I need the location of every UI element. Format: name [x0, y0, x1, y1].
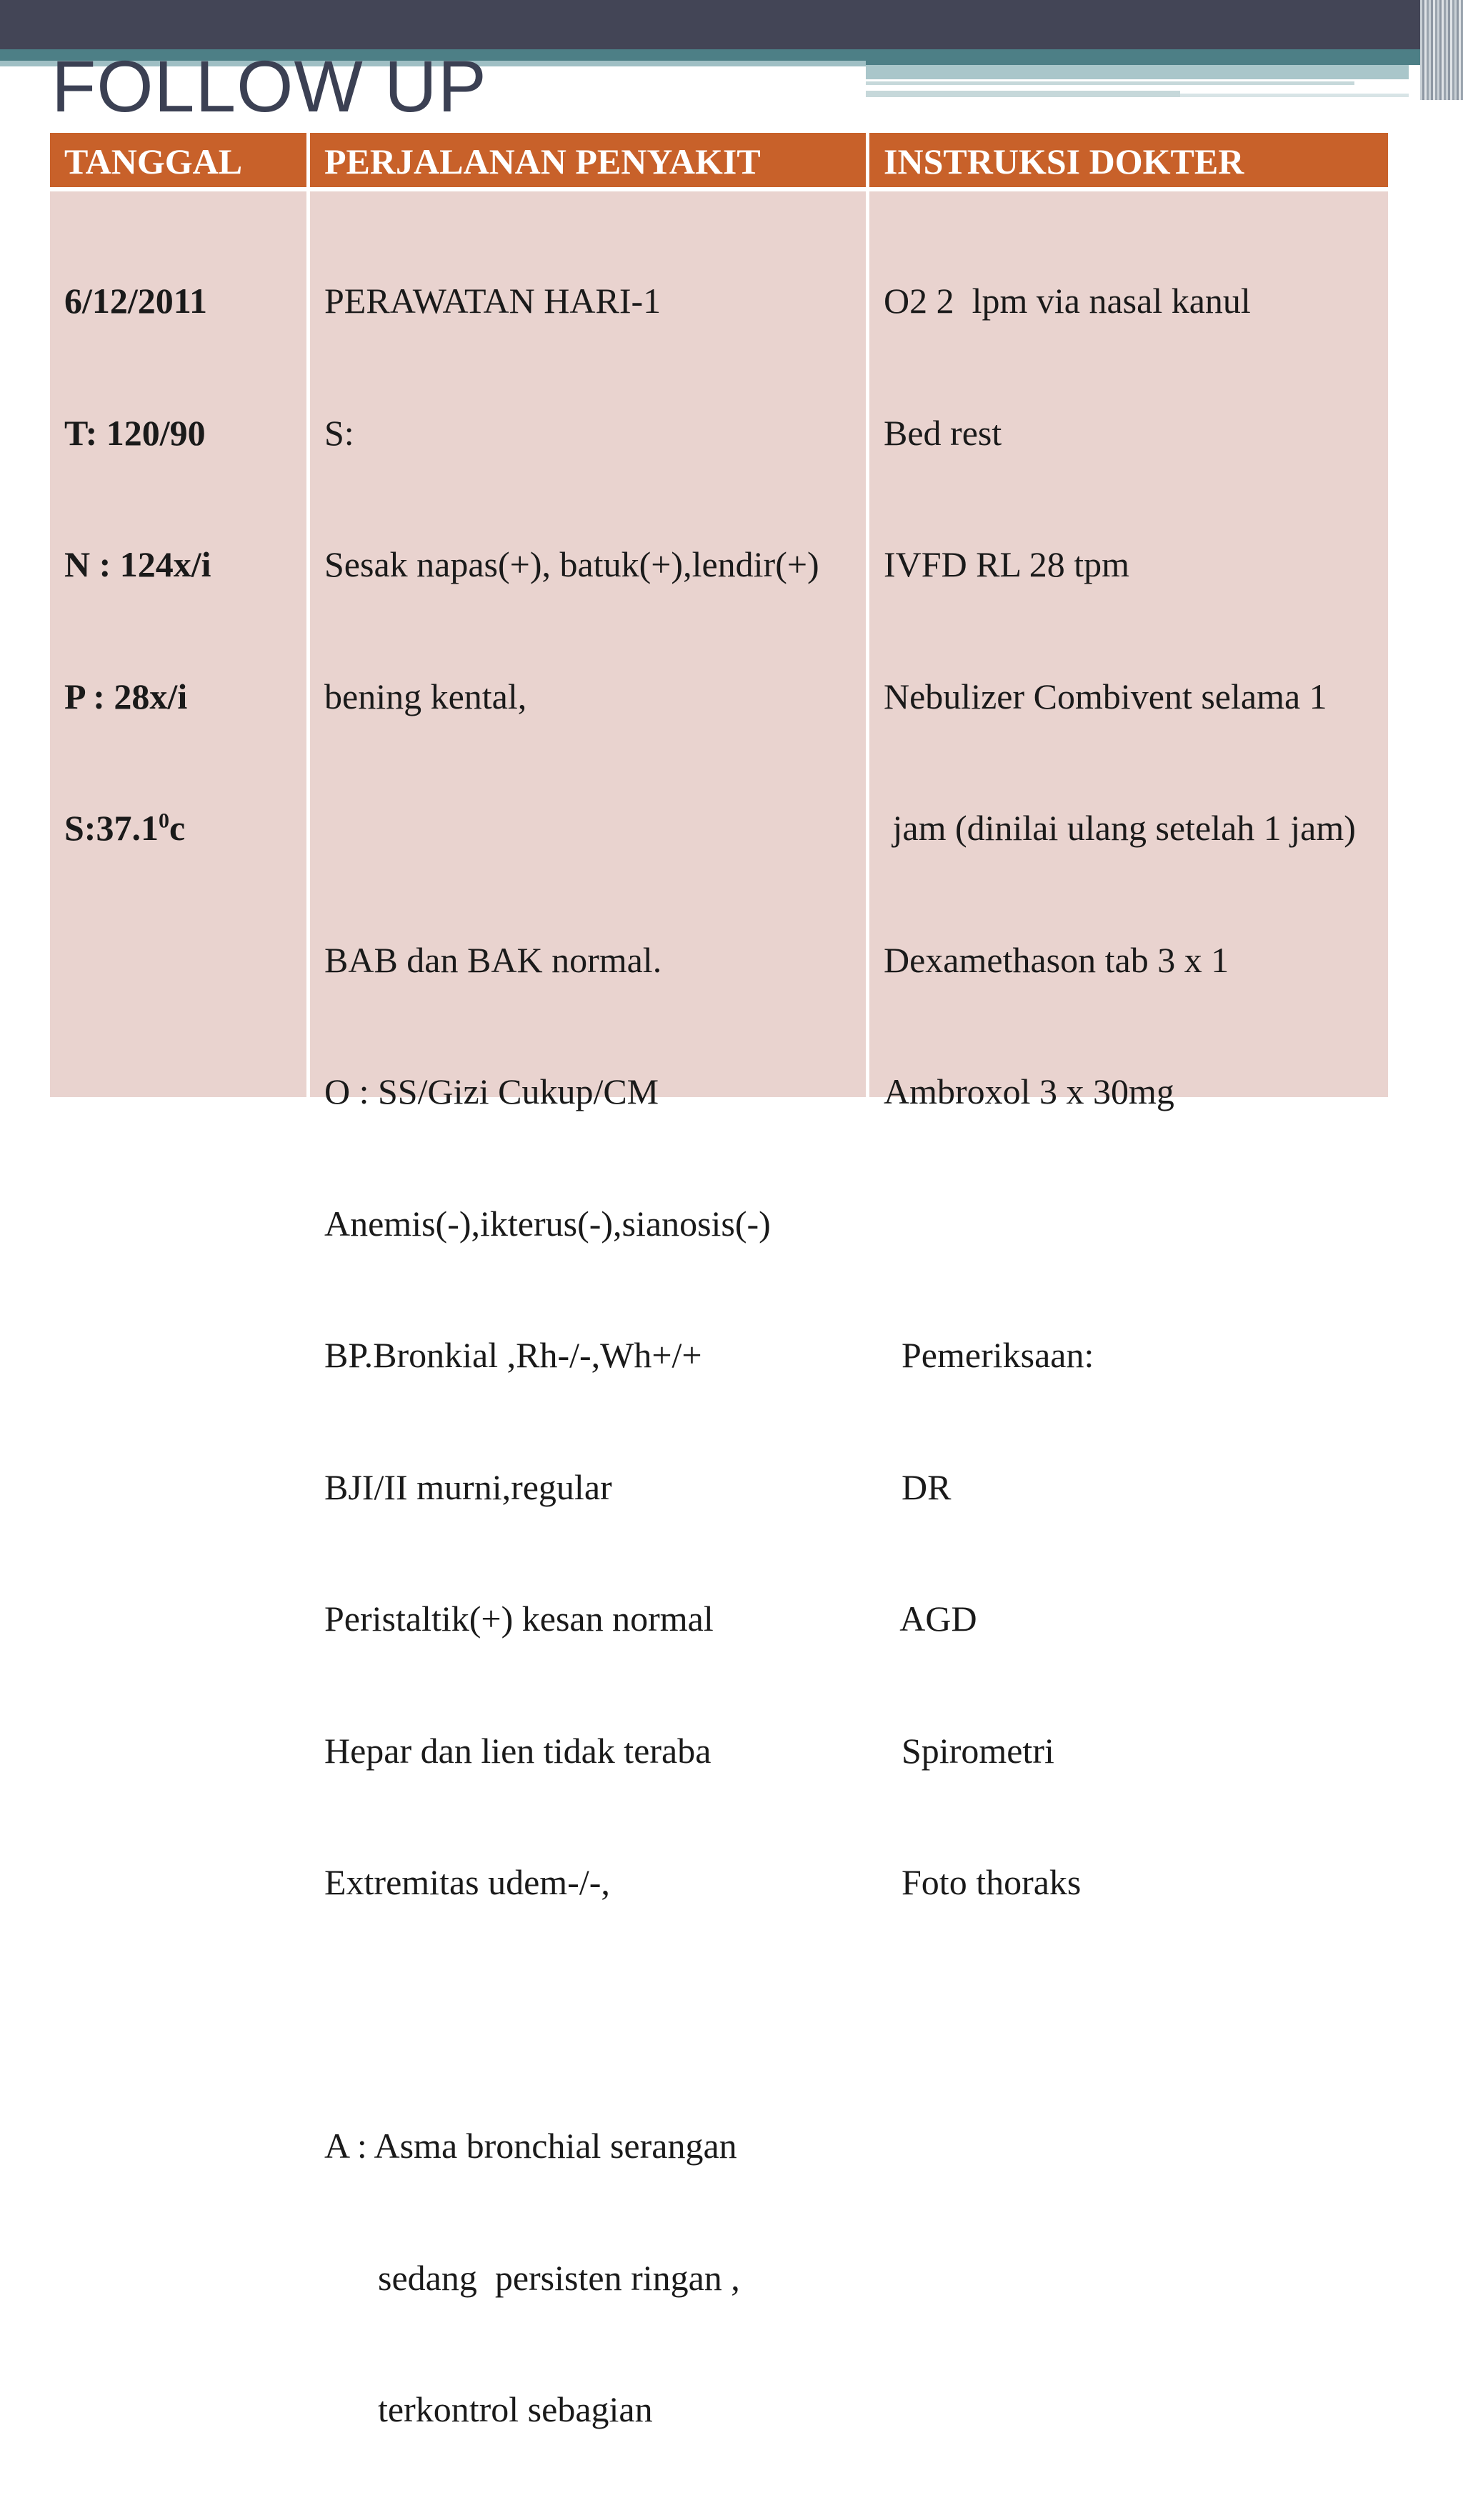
- header-tanggal: TANGGAL: [50, 133, 306, 187]
- perjalanan-line: sedang persisten ringan ,: [324, 2257, 740, 2298]
- temperature-unit: c: [169, 808, 186, 848]
- header-band-light-right: [866, 65, 1409, 79]
- slide-title: FOLLOW UP: [51, 46, 487, 127]
- perjalanan-line: BP.Bronkial ,Rh-/-,Wh+/+: [324, 1335, 702, 1375]
- header-band-teal-right: [866, 49, 1463, 65]
- instruksi-line: Dexamethason tab 3 x 1: [884, 939, 1229, 980]
- instruksi-line: Nebulizer Combivent selama 1: [884, 676, 1327, 716]
- perjalanan-line: Extremitas udem-/-,: [324, 1862, 610, 1902]
- instruksi-line: [884, 1202, 1388, 1246]
- perjalanan-line: S:: [324, 412, 354, 453]
- header-line-1: [866, 81, 1354, 85]
- perjalanan-line: Peristaltik(+) kesan normal: [324, 1599, 714, 1639]
- perjalanan-line: bening kental,: [324, 676, 527, 716]
- instruksi-line: AGD: [884, 1599, 977, 1639]
- instruksi-line: IVFD RL 28 tpm: [884, 544, 1129, 584]
- instruksi-line: Spirometri: [884, 1730, 1054, 1771]
- instruksi-line: jam (dinilai ulang setelah 1 jam): [884, 808, 1356, 848]
- temperature-degree: 0: [158, 809, 169, 833]
- header-band-dark: [0, 0, 1463, 49]
- perjalanan-line: Hepar dan lien tidak teraba: [324, 1730, 711, 1771]
- header-perjalanan-penyakit: PERJALANAN PENYAKIT: [310, 133, 866, 187]
- instruksi-line: Pemeriksaan:: [884, 1335, 1094, 1375]
- perjalanan-line: O : SS/Gizi Cukup/CM: [324, 1071, 659, 1111]
- vital-tension: T: 120/90: [64, 412, 206, 453]
- perjalanan-line: Sesak napas(+), batuk(+),lendir(+): [324, 544, 819, 584]
- perjalanan-line: A : Asma bronchial serangan: [324, 2126, 737, 2166]
- instruksi-line: Bed rest: [884, 412, 1002, 453]
- vital-respiration: P : 28x/i: [64, 676, 188, 716]
- vital-pulse: N : 124x/i: [64, 544, 211, 584]
- cell-perjalanan-penyakit: [310, 191, 866, 2429]
- header-line-3: [1180, 94, 1409, 97]
- perjalanan-line: [324, 806, 866, 851]
- instruksi-line: Ambroxol 3 x 30mg: [884, 1071, 1174, 1111]
- header-line-2: [866, 91, 1180, 97]
- perjalanan-line: [324, 1993, 866, 2037]
- perjalanan-line: BJI/II murni,regular: [324, 1466, 612, 1507]
- instruksi-line: Foto thoraks: [884, 1862, 1082, 1902]
- perjalanan-line: Anemis(-),ikterus(-),sianosis(-): [324, 1203, 771, 1244]
- cell-tanggal: [50, 191, 306, 1097]
- follow-up-table: [50, 133, 1388, 2429]
- perjalanan-line: terkontrol sebagian: [324, 2389, 653, 2429]
- cell-instruksi-dokter: [869, 191, 1388, 1902]
- corner-stripes: [1420, 0, 1463, 100]
- perjalanan-line: PERAWATAN HARI-1: [324, 281, 661, 321]
- vital-temperature: [64, 806, 306, 851]
- instruksi-line: O2 2 lpm via nasal kanul: [884, 281, 1251, 321]
- header-instruksi-dokter: INSTRUKSI DOKTER: [869, 133, 1388, 187]
- instruksi-line: DR: [884, 1466, 952, 1507]
- perjalanan-line: BAB dan BAK normal.: [324, 939, 662, 980]
- visit-date: 6/12/2011: [64, 281, 208, 321]
- temperature-value: S:37.1: [64, 808, 159, 848]
